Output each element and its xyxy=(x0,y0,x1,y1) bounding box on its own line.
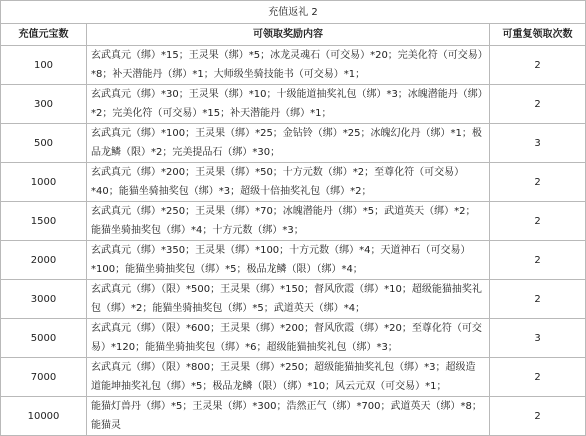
count-cell: 2 xyxy=(490,85,586,124)
reward-cell: 玄武真元（绑）（限）*500；王灵果（绑）*150；督风欣霞（绑）*10；超级能猫抽奖礼包（绑）*2；能猫坐骑抽奖包（绑）*5；武道英天（绑）*4； xyxy=(87,280,490,319)
table-row xyxy=(1,85,586,124)
reward-cell: 玄武真元（绑）*250；王灵果（绑）*70；冰魄潜能丹（绑）*5；武道英天（绑）*2；能猫坐骑抽奖包（绑）*4；十方元数（绑）*3； xyxy=(87,202,490,241)
reward-cell: 玄武真元（绑）（限）*800；王灵果（绑）*250；超级能猫抽奖礼包（绑）*3；超级造道能坤抽奖礼包（绑）*5；极品龙鳞（限）（绑）*10；风云元双（可交易）*1； xyxy=(87,358,490,397)
count-cell: 2 xyxy=(490,241,586,280)
count-cell: 2 xyxy=(490,202,586,241)
header-reward: 可领取奖励内容 xyxy=(87,24,490,46)
header-row xyxy=(1,24,586,46)
amount-cell: 300 xyxy=(1,85,87,124)
reward-cell: 能猫灯兽丹（绑）*5；王灵果（绑）*300；浩然正气（绑）*700；武道英天（绑）*8；能猫灵 xyxy=(87,397,490,436)
amount-cell: 5000 xyxy=(1,319,87,358)
table-row xyxy=(1,202,586,241)
count-cell: 3 xyxy=(490,124,586,163)
count-cell: 2 xyxy=(490,280,586,319)
count-cell: 3 xyxy=(490,319,586,358)
count-cell: 2 xyxy=(490,397,586,436)
title-row xyxy=(1,1,586,24)
reward-cell: 玄武真元（绑）*15；王灵果（绑）*5；冰龙灵魂石（可交易）*20；完美化符（可交易）*8；补天潜能丹（绑）*1；大师级坐骑技能书（可交易）*1； xyxy=(87,46,490,85)
table-row xyxy=(1,241,586,280)
table-row xyxy=(1,280,586,319)
amount-cell: 10000 xyxy=(1,397,87,436)
reward-cell: 玄武真元（绑）*350；王灵果（绑）*100；十方元数（绑）*4；天道神石（可交易）*100；能猫坐骑抽奖包（绑）*5；极品龙鳞（限）（绑）*4； xyxy=(87,241,490,280)
reward-cell: 玄武真元（绑）*30；王灵果（绑）*10；十级能道抽奖礼包（绑）*3；冰魄潜能丹（绑）*2；完美化符（可交易）*15；补天潜能丹（绑）*1； xyxy=(87,85,490,124)
amount-cell: 1500 xyxy=(1,202,87,241)
header-count: 可重复领取次数 xyxy=(490,24,586,46)
count-cell: 2 xyxy=(490,358,586,397)
table-row xyxy=(1,397,586,436)
amount-cell: 1000 xyxy=(1,163,87,202)
table-row xyxy=(1,163,586,202)
table-title: 充值返礼 2 xyxy=(1,1,586,24)
reward-cell: 玄武真元（绑）（限）*600；王灵果（绑）*200；督风欣霞（绑）*20；至尊化符（可交易）*120；能猫坐骑抽奖包（绑）*6；超级能猫抽奖礼包（绑）*3； xyxy=(87,319,490,358)
amount-cell: 3000 xyxy=(1,280,87,319)
amount-cell: 100 xyxy=(1,46,87,85)
table-row xyxy=(1,124,586,163)
reward-cell: 玄武真元（绑）*100；王灵果（绑）*25；金钻铃（绑）*25；冰魄幻化丹（绑）*1；极品龙鳞（限）*2；完美提品石（绑）*30； xyxy=(87,124,490,163)
table-row xyxy=(1,319,586,358)
header-amount: 充值元宝数 xyxy=(1,24,87,46)
count-cell: 2 xyxy=(490,46,586,85)
amount-cell: 7000 xyxy=(1,358,87,397)
reward-cell: 玄武真元（绑）*200；王灵果（绑）*50；十方元数（绑）*2；至尊化符（可交易）*40；能猫坐骑抽奖包（绑）*3；超级十倍抽奖礼包（绑）*2； xyxy=(87,163,490,202)
table-row xyxy=(1,46,586,85)
count-cell: 2 xyxy=(490,163,586,202)
amount-cell: 500 xyxy=(1,124,87,163)
amount-cell: 2000 xyxy=(1,241,87,280)
table-row xyxy=(1,358,586,397)
